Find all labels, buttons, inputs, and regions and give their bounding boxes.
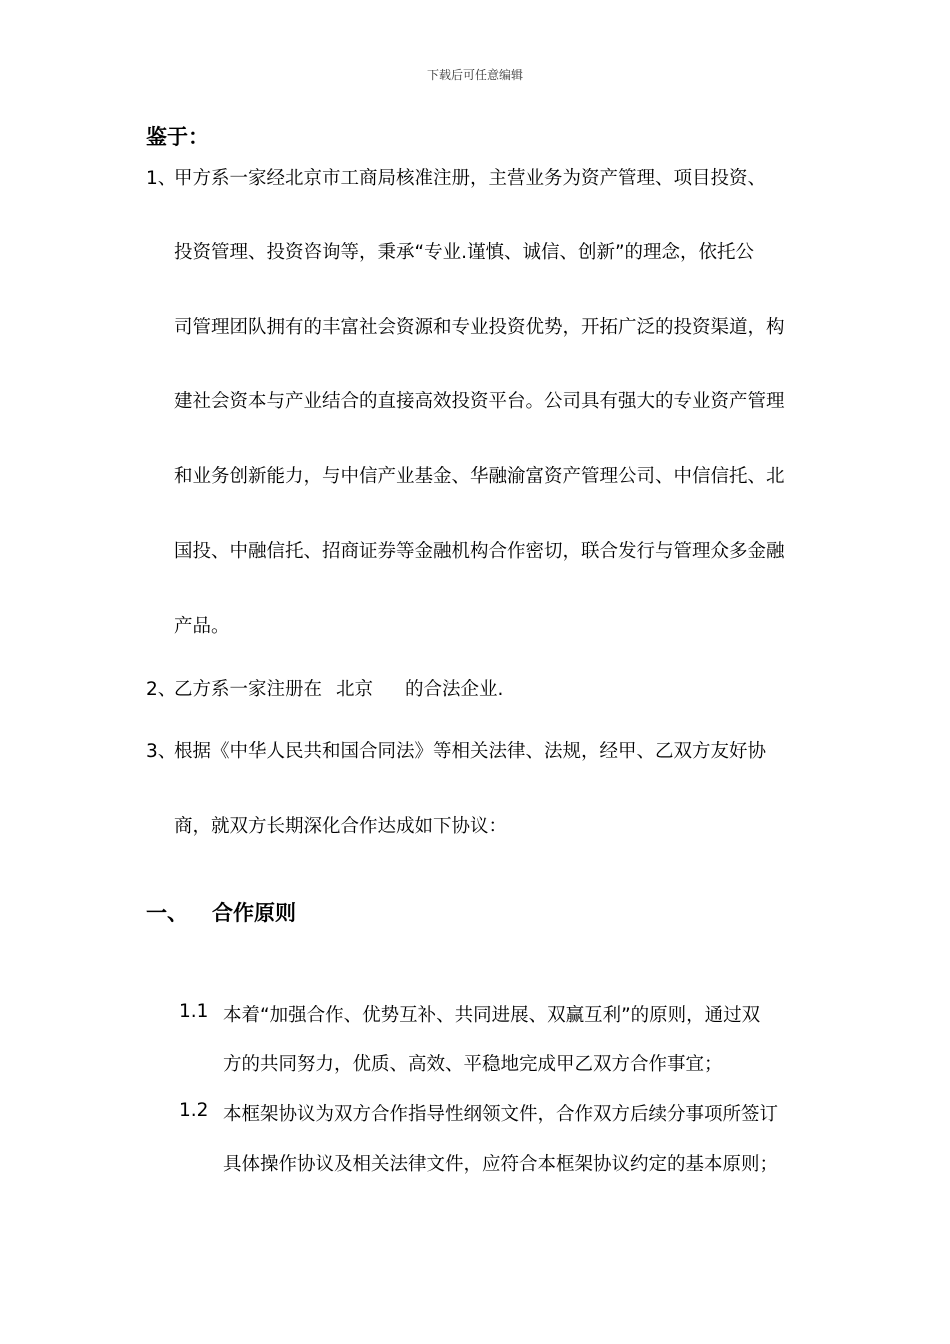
- registration-suffix: 的合法企业.: [405, 679, 504, 700]
- clause-text-line: 本框架协议为双方合作指导性纲领文件，合作双方后续分事项所签订: [223, 1104, 779, 1125]
- item-text-line: 和业务创新能力，与中信产业基金、华融渝富资产管理公司、中信信托、北: [174, 466, 785, 487]
- clause-text-line: 具体操作协议及相关法律文件，应符合本框架协议约定的基本原则；: [223, 1154, 779, 1175]
- item-text-line: 国投、中融信托、招商证券等金融机构合作密切，联合发行与管理众多金融: [174, 541, 785, 562]
- item-number: 1、: [146, 168, 177, 189]
- item-text-line: 商，就双方长期深化合作达成如下协议：: [174, 816, 508, 837]
- item-text-line: 建社会资本与产业结合的直接高效投资平台。公司具有强大的专业资产管理: [174, 391, 785, 412]
- section-number: 一、: [146, 901, 188, 925]
- clause-text-line: 本着“加强合作、优势互补、共同进展、双赢互利”的原则，通过双: [223, 1005, 761, 1026]
- item-text-line: 投资管理、投资咨询等，秉承“专业.谨慎、诚信、创新”的理念，依托公: [174, 242, 755, 263]
- item-text-line: 甲方系一家经北京市工商局核准注册，主营业务为资产管理、项目投资、: [174, 168, 767, 189]
- clause-text-line: 方的共同努力，优质、高效、平稳地完成甲乙双方合作事宜；: [223, 1054, 723, 1075]
- whereas-heading: 鉴于：: [146, 125, 209, 149]
- registration-prefix: 乙方系一家注册在: [174, 679, 323, 700]
- section-heading: [146, 897, 296, 927]
- section-title: 合作原则: [212, 901, 296, 925]
- clause-number: 1.1: [179, 1001, 209, 1022]
- item-number: 3、: [146, 741, 177, 762]
- clause-number: 1.2: [179, 1100, 209, 1121]
- item-text-line: 根据《中华人民共和国合同法》等相关法律、法规，经甲、乙双方友好协: [174, 741, 767, 762]
- item-text-line: 司管理团队拥有的丰富社会资源和专业投资优势，开拓广泛的投资渠道，构: [174, 317, 785, 338]
- item-number: 2、: [146, 679, 177, 700]
- registration-place: 北京: [336, 679, 374, 700]
- item-text-line: 产品。: [174, 616, 230, 637]
- item-text-line: [174, 675, 503, 701]
- page-header-note: 下载后可任意编辑: [426, 68, 523, 82]
